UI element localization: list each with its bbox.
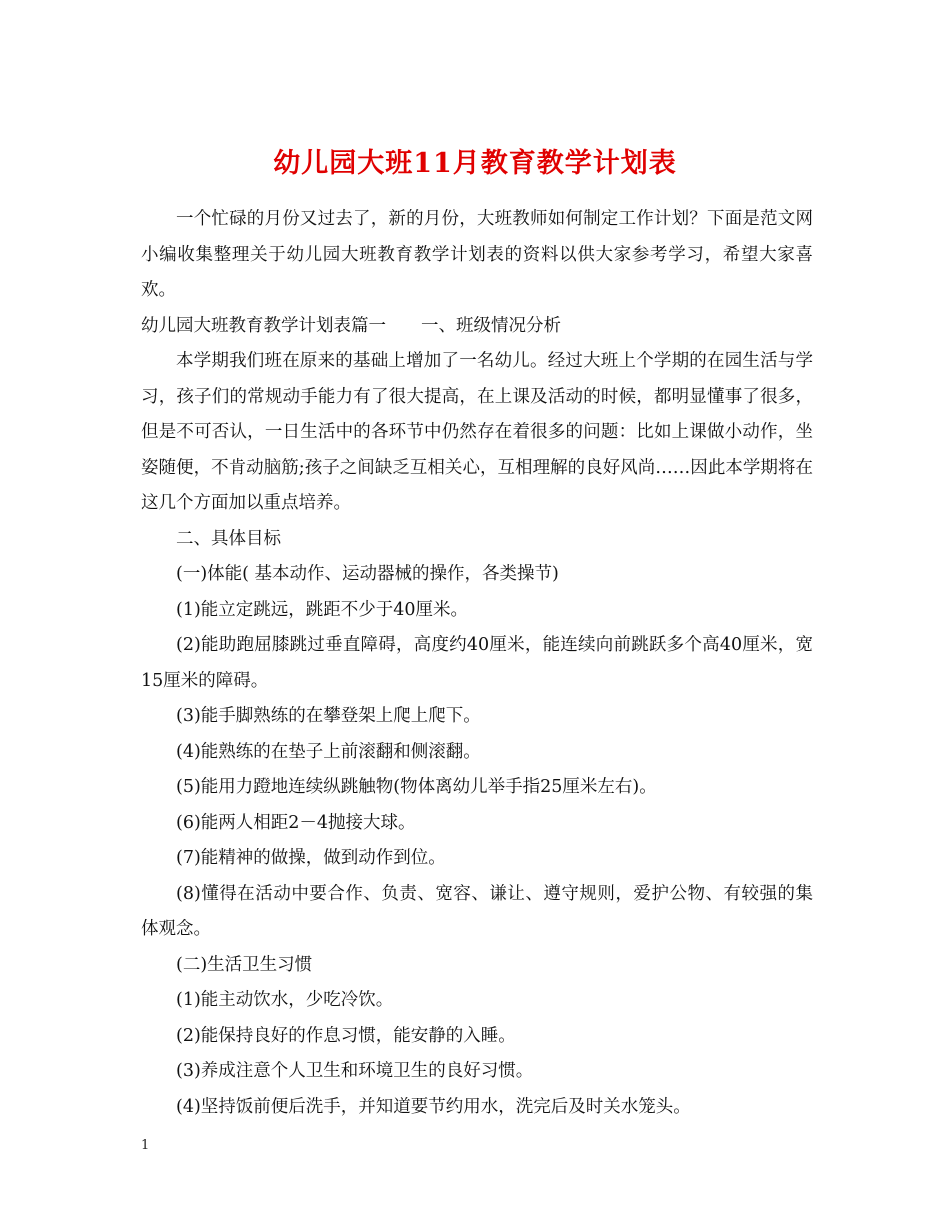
paragraph: 幼儿园大班教育教学计划表篇一 一、班级情况分析 xyxy=(141,315,561,336)
document-title: 幼儿园大班11月教育教学计划表 xyxy=(273,148,677,180)
paragraph: 二、具体目标 xyxy=(176,528,281,549)
paragraph: (1)能立定跳远，跳距不少于40厘米。 xyxy=(176,599,469,620)
document-body xyxy=(141,202,813,1125)
paragraph: (4)能熟练的在垫子上前滚翻和侧滚翻。 xyxy=(176,741,481,762)
paragraph: (3)养成注意个人卫生和环境卫生的良好习惯。 xyxy=(176,1061,534,1081)
paragraph: 本学期我们班在原来的基础上增加了一名幼儿。经过大班上个学期的在园生活与学习，孩子们的常规动手能力有了很大提高，在上课及活动的时候，都明显懂事了很多，但是不可否认，一日生活中的各环节中仍然存在着很多的问题：比如上课做小动作，坐姿随便，不肯动脑筋;孩子之间缺乏互相关心，互相理解的良好风尚……因此本学期将在这几个方面加以重点培养。 xyxy=(141,351,813,513)
paragraph: (2)能助跑屈膝跳过垂直障碍，高度约40厘米，能连续向前跳跃多个高40厘米，宽15厘米的障碍。 xyxy=(141,635,813,691)
paragraph: (一)体能( 基本动作、运动器械的操作，各类操节) xyxy=(176,564,559,584)
page-number: 1 xyxy=(141,1138,150,1153)
paragraph: (3)能手脚熟练的在攀登架上爬上爬下。 xyxy=(176,706,481,726)
paragraph: (4)坚持饭前便后洗手，并知道要节约用水，洗完后及时关水笼头。 xyxy=(176,1096,691,1117)
paragraph: (二)生活卫生习惯 xyxy=(176,954,313,975)
paragraph: (6)能两人相距2－4抛接大球。 xyxy=(176,812,416,833)
paragraph: (2)能保持良好的作息习惯，能安静的入睡。 xyxy=(176,1025,516,1046)
paragraph: (8)懂得在活动中要合作、负责、宽容、谦让、遵守规则，爱护公物、有较强的集体观念。 xyxy=(141,883,813,939)
paragraph: (1)能主动饮水，少吃冷饮。 xyxy=(176,990,394,1010)
paragraph: (7)能精神的做操，做到动作到位。 xyxy=(176,848,446,868)
paragraph: 一个忙碌的月份又过去了，新的月份，大班教师如何制定工作计划？下面是范文网小编收集整理关于幼儿园大班教育教学计划表的资料以供大家参考学习，希望大家喜欢。 xyxy=(141,209,813,300)
paragraph: (5)能用力蹬地连续纵跳触物(物体离幼儿举手指25厘米左右)。 xyxy=(176,777,657,797)
